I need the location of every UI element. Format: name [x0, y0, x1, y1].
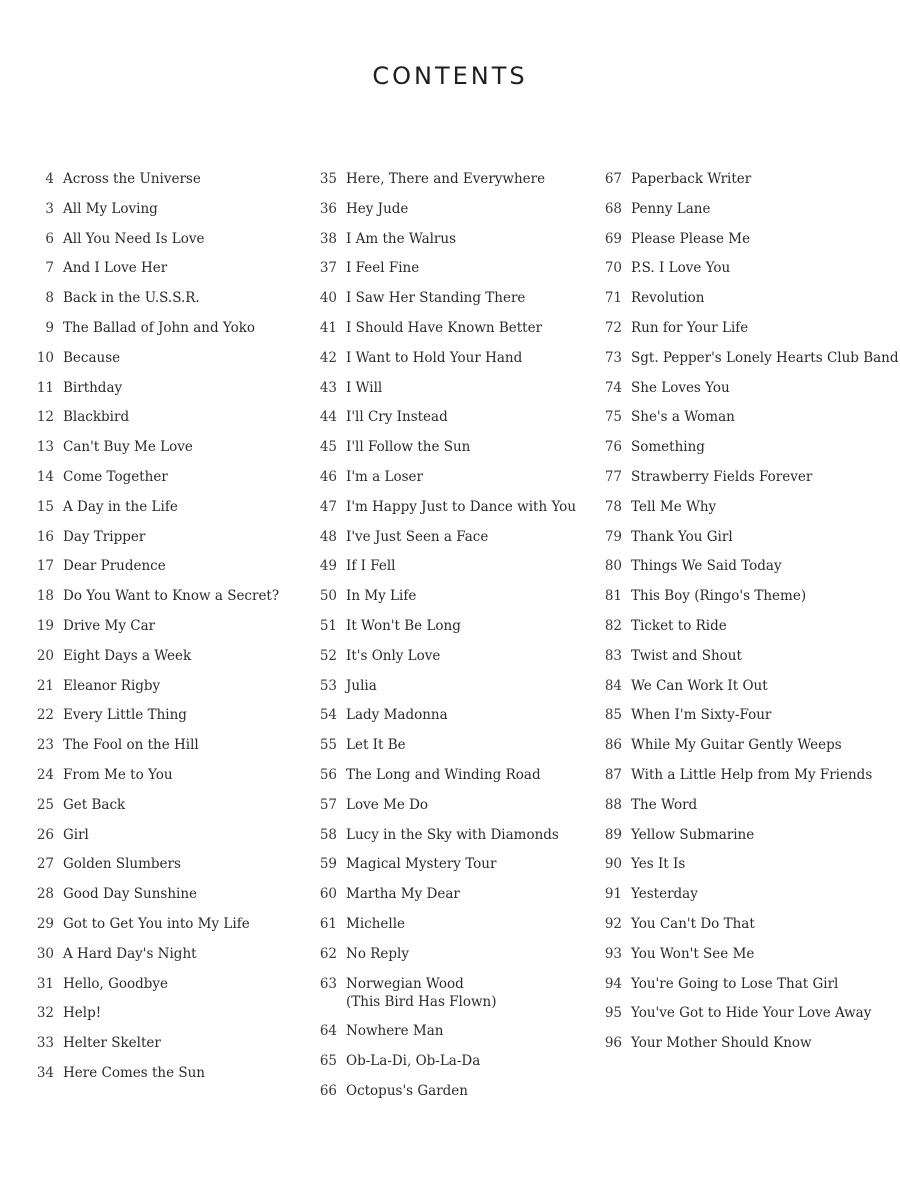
song-title: All You Need Is Love: [63, 230, 205, 247]
page-number: 69: [604, 230, 622, 247]
song-title: Yellow Submarine: [631, 826, 755, 843]
page-number: 19: [36, 617, 54, 634]
toc-entry: [315, 855, 585, 873]
toc-entry: [315, 170, 585, 188]
song-title: Magical Mystery Tour: [346, 856, 497, 873]
toc-entry: [315, 617, 585, 635]
song-title: Good Day Sunshine: [63, 886, 198, 903]
contents-column-2: [315, 170, 585, 1112]
page-number: 10: [36, 349, 54, 366]
toc-entry: [600, 706, 890, 724]
toc-entry: [32, 498, 292, 516]
song-title: It Won't Be Long: [346, 617, 461, 634]
toc-entry: [600, 528, 890, 546]
toc-entry: [600, 915, 890, 933]
toc-entry: [600, 1034, 890, 1052]
toc-entry: [32, 289, 292, 307]
song-title: I've Just Seen a Face: [346, 528, 489, 545]
song-title: Day Tripper: [63, 528, 146, 545]
toc-entry: [32, 677, 292, 695]
page-number: 93: [604, 945, 622, 962]
toc-entry: [315, 259, 585, 277]
song-title: Do You Want to Know a Secret?: [63, 588, 280, 605]
song-title: You're Going to Lose That Girl: [631, 975, 839, 992]
page-number: 87: [604, 766, 622, 783]
song-title: You've Got to Hide Your Love Away: [631, 1005, 872, 1022]
song-title: Sgt. Pepper's Lonely Hearts Club Band: [631, 349, 899, 366]
page-number: 23: [36, 737, 54, 754]
song-title: Girl: [63, 826, 89, 843]
page-number: 75: [604, 409, 622, 426]
page-number: 13: [36, 439, 54, 456]
toc-entry: [315, 379, 585, 397]
song-title: Helter Skelter: [63, 1035, 161, 1052]
toc-entry: [600, 289, 890, 307]
toc-entry: [315, 677, 585, 695]
song-title: While My Guitar Gently Weeps: [631, 737, 842, 754]
song-title: Something: [631, 439, 705, 456]
song-title: Can't Buy Me Love: [63, 439, 193, 456]
song-title: We Can Work It Out: [631, 677, 768, 694]
page-number: 7: [45, 260, 54, 277]
song-title: She's a Woman: [631, 409, 735, 426]
page-number: 89: [604, 826, 622, 843]
page-number: 6: [45, 230, 54, 247]
page-number: 83: [604, 647, 622, 664]
toc-entry: [315, 557, 585, 575]
song-title: The Long and Winding Road: [346, 766, 541, 783]
page-number: 21: [36, 677, 54, 694]
toc-entry: [315, 885, 585, 903]
page-number: 85: [604, 707, 622, 724]
page-number: 88: [604, 796, 622, 813]
toc-entry: [315, 587, 585, 605]
song-title: This Boy (Ringo's Theme): [631, 588, 807, 605]
page-number: 12: [36, 409, 54, 426]
toc-entry: [600, 855, 890, 873]
song-title: Get Back: [63, 796, 126, 813]
contents-column-1: [32, 170, 292, 1094]
song-title: Martha My Dear: [346, 886, 460, 903]
page-number: 14: [36, 468, 54, 485]
song-title: You Won't See Me: [631, 945, 755, 962]
song-title: Blackbird: [63, 409, 130, 426]
toc-entry: [32, 647, 292, 665]
song-title: I'm Happy Just to Dance with You: [346, 498, 577, 515]
page-number: 91: [604, 886, 622, 903]
song-title: Penny Lane: [631, 200, 711, 217]
toc-entry: [315, 498, 585, 516]
song-title: Drive My Car: [63, 617, 156, 634]
song-title: All My Loving: [63, 200, 158, 217]
page-number: 94: [604, 975, 622, 992]
toc-entry: [600, 677, 890, 695]
page-number: 64: [319, 1023, 337, 1040]
page-number: 34: [36, 1064, 54, 1081]
song-title: I Am the Walrus: [346, 230, 457, 247]
song-title: Come Together: [63, 468, 168, 485]
song-title: Dear Prudence: [63, 558, 166, 575]
song-title: Please Please Me: [631, 230, 751, 247]
song-title: I'll Cry Instead: [346, 409, 448, 426]
page-number: 61: [319, 915, 337, 932]
page-number: 24: [36, 766, 54, 783]
page-number: 66: [319, 1082, 337, 1099]
page-number: 30: [36, 945, 54, 962]
page-number: 67: [604, 171, 622, 187]
page-title: CONTENTS: [372, 62, 528, 90]
toc-entry: [600, 319, 890, 337]
page-number: 38: [319, 230, 337, 247]
song-title: Let It Be: [346, 737, 406, 754]
toc-entry: [315, 647, 585, 665]
song-title: Revolution: [631, 290, 705, 307]
page-number: 65: [319, 1053, 337, 1070]
page-number: 11: [36, 379, 54, 396]
page-number: 73: [604, 349, 622, 366]
page-number: 84: [604, 677, 622, 694]
page-number: 54: [319, 707, 337, 724]
toc-entry: [600, 766, 890, 784]
toc-entry: [32, 915, 292, 933]
song-title: Eight Days a Week: [63, 647, 192, 664]
song-title: Across the Universe: [63, 171, 201, 187]
song-title: Tell Me Why: [631, 498, 717, 515]
song-title: Back in the U.S.S.R.: [63, 290, 200, 307]
song-title: I Want to Hold Your Hand: [346, 349, 523, 366]
page-number: 86: [604, 737, 622, 754]
toc-entry: [315, 915, 585, 933]
page-number: 55: [319, 737, 337, 754]
song-title: Love Me Do: [346, 796, 429, 813]
toc-entry: [600, 170, 890, 188]
page-number: 3: [45, 200, 54, 217]
contents-column-3: [600, 170, 899, 1064]
page-number: 25: [36, 796, 54, 813]
song-title: Your Mother Should Know: [631, 1035, 812, 1052]
toc-entry: [600, 468, 890, 486]
toc-entry: [32, 200, 292, 218]
toc-entry: [32, 170, 292, 188]
song-title: I Will: [346, 379, 383, 396]
song-title: And I Love Her: [63, 260, 168, 277]
toc-entry: [32, 528, 292, 546]
toc-entry: [32, 855, 292, 873]
toc-entry: [32, 408, 292, 426]
song-title: Things We Said Today: [631, 558, 782, 575]
song-title: Hello, Goodbye: [63, 975, 169, 992]
page-number: 62: [319, 945, 337, 962]
toc-entry: [32, 736, 292, 754]
toc-entry: [600, 975, 890, 993]
page-number: 43: [319, 379, 337, 396]
toc-entry: [315, 230, 585, 248]
song-title: Hey Jude: [346, 200, 409, 217]
toc-entry: [315, 1082, 585, 1100]
song-title: Ticket to Ride: [631, 617, 727, 634]
page-number: 47: [319, 498, 337, 515]
page-number: 15: [36, 498, 54, 515]
song-title: No Reply: [346, 945, 409, 962]
song-title: A Hard Day's Night: [63, 945, 197, 962]
page-number: 20: [36, 647, 54, 664]
toc-entry: [32, 319, 292, 337]
page-number: 52: [319, 647, 337, 664]
page-number: 41: [319, 319, 337, 336]
song-title: Michelle: [346, 915, 406, 932]
page-number: 46: [319, 468, 337, 485]
toc-entry: [600, 796, 890, 814]
toc-entry: [600, 736, 890, 754]
song-title: I Feel Fine: [346, 260, 420, 277]
page-number: 79: [604, 528, 622, 545]
page-number: 92: [604, 915, 622, 932]
toc-entry: [32, 379, 292, 397]
song-title: With a Little Help from My Friends: [631, 766, 873, 783]
page-number: 8: [45, 290, 54, 307]
page-number: 96: [604, 1035, 622, 1052]
song-title: The Ballad of John and Yoko: [63, 319, 256, 336]
toc-entry: [315, 796, 585, 814]
page-number: 56: [319, 766, 337, 783]
song-title: Norwegian Wood (This Bird Has Flown): [346, 975, 497, 1010]
song-title: In My Life: [346, 588, 417, 605]
toc-entry: [315, 766, 585, 784]
page-number: 68: [604, 200, 622, 217]
song-title: Octopus's Garden: [346, 1082, 468, 1099]
page-number: 17: [36, 558, 54, 575]
song-title: Thank You Girl: [631, 528, 733, 545]
toc-entry: [32, 617, 292, 635]
toc-entry: [32, 259, 292, 277]
page-number: 16: [36, 528, 54, 545]
page-number: 45: [319, 439, 337, 456]
page-number: 81: [604, 588, 622, 605]
page-number: 53: [319, 677, 337, 694]
page-number: 82: [604, 617, 622, 634]
song-title: Yesterday: [631, 886, 698, 903]
song-title: I Should Have Known Better: [346, 319, 543, 336]
page-number: 71: [604, 290, 622, 307]
page-number: 59: [319, 856, 337, 873]
toc-entry: [600, 1004, 890, 1022]
toc-entry: [32, 438, 292, 456]
song-title: She Loves You: [631, 379, 730, 396]
page-number: 27: [36, 856, 54, 873]
toc-entry: [32, 826, 292, 844]
song-title: You Can't Do That: [631, 915, 755, 932]
song-title: I'm a Loser: [346, 468, 423, 485]
song-title: Got to Get You into My Life: [63, 915, 250, 932]
page-number: 78: [604, 498, 622, 515]
page-number: 31: [36, 975, 54, 992]
page-number: 18: [36, 588, 54, 605]
toc-entry: [32, 587, 292, 605]
page-number: 72: [604, 319, 622, 336]
toc-entry: [600, 408, 890, 426]
song-title: I'll Follow the Sun: [346, 439, 471, 456]
toc-entry: [32, 766, 292, 784]
song-title: Julia: [346, 677, 377, 694]
page-number: 77: [604, 468, 622, 485]
toc-entry: [32, 1004, 292, 1022]
toc-entry: [32, 1064, 292, 1082]
page-number: 29: [36, 915, 54, 932]
toc-entry: [600, 230, 890, 248]
page-number: 70: [604, 260, 622, 277]
toc-entry: [32, 945, 292, 963]
page-number: 42: [319, 349, 337, 366]
toc-entry: [600, 617, 890, 635]
song-title: It's Only Love: [346, 647, 441, 664]
toc-entry: [600, 200, 890, 218]
song-title: If I Fell: [346, 558, 396, 575]
page-number: 26: [36, 826, 54, 843]
toc-entry: [32, 557, 292, 575]
song-title: Because: [63, 349, 121, 366]
page-number: 4: [45, 171, 54, 187]
song-title: I Saw Her Standing There: [346, 290, 526, 307]
page-number: 36: [319, 200, 337, 217]
page-number: 33: [36, 1035, 54, 1052]
page-number: 80: [604, 558, 622, 575]
toc-entry: [600, 826, 890, 844]
page-number: 40: [319, 290, 337, 307]
toc-entry: [600, 557, 890, 575]
toc-entry: [32, 975, 292, 993]
song-title: Strawberry Fields Forever: [631, 468, 813, 485]
toc-entry: [315, 349, 585, 367]
page-number: 76: [604, 439, 622, 456]
page-number: 49: [319, 558, 337, 575]
toc-entry: [600, 259, 890, 277]
page-number: 48: [319, 528, 337, 545]
song-title: Run for Your Life: [631, 319, 749, 336]
toc-entry: [600, 647, 890, 665]
song-title: Nowhere Man: [346, 1023, 444, 1040]
song-title: Lucy in the Sky with Diamonds: [346, 826, 559, 843]
toc-entry: [32, 349, 292, 367]
toc-entry: [315, 975, 585, 1011]
page-number: 90: [604, 856, 622, 873]
toc-entry: [315, 826, 585, 844]
page-number: 74: [604, 379, 622, 396]
toc-entry: [32, 230, 292, 248]
page-number: 32: [36, 1005, 54, 1022]
toc-entry: [600, 587, 890, 605]
song-title: Twist and Shout: [631, 647, 742, 664]
page-number: 9: [45, 319, 54, 336]
song-title: Golden Slumbers: [63, 856, 181, 873]
song-title: From Me to You: [63, 766, 173, 783]
song-title: Every Little Thing: [63, 707, 187, 724]
toc-entry: [32, 706, 292, 724]
page-number: 57: [319, 796, 337, 813]
song-title: Yes It Is: [631, 856, 686, 873]
page-number: 95: [604, 1005, 622, 1022]
page-number: 51: [319, 617, 337, 634]
toc-entry: [315, 1022, 585, 1040]
song-title: The Word: [631, 796, 698, 813]
toc-entry: [600, 379, 890, 397]
toc-entry: [315, 528, 585, 546]
toc-entry: [315, 289, 585, 307]
toc-entry: [32, 468, 292, 486]
song-title: P.S. I Love You: [631, 260, 731, 277]
toc-entry: [32, 796, 292, 814]
song-title: Eleanor Rigby: [63, 677, 161, 694]
page-number: 37: [319, 260, 337, 277]
toc-entry: [315, 438, 585, 456]
song-title: A Day in the Life: [63, 498, 178, 515]
toc-entry: [315, 706, 585, 724]
page-number: 63: [319, 975, 337, 992]
toc-entry: [600, 885, 890, 903]
toc-entry: [600, 438, 890, 456]
song-title: The Fool on the Hill: [63, 737, 199, 754]
page-number: 50: [319, 588, 337, 605]
song-title: Ob-La-Di, Ob-La-Da: [346, 1053, 481, 1070]
page-number: 35: [319, 171, 337, 187]
page-number: 22: [36, 707, 54, 724]
toc-entry: [315, 319, 585, 337]
toc-entry: [315, 200, 585, 218]
song-title: Here, There and Everywhere: [346, 171, 546, 187]
toc-entry: [600, 945, 890, 963]
page-number: 28: [36, 886, 54, 903]
song-title: Here Comes the Sun: [63, 1064, 206, 1081]
toc-entry: [315, 945, 585, 963]
page-number: 60: [319, 886, 337, 903]
song-title: Lady Madonna: [346, 707, 448, 724]
page-number: 44: [319, 409, 337, 426]
toc-entry: [600, 349, 899, 367]
toc-entry: [600, 498, 890, 516]
toc-entry: [315, 408, 585, 426]
song-title: Birthday: [63, 379, 123, 396]
song-title: Help!: [63, 1005, 102, 1022]
toc-entry: [315, 736, 585, 754]
song-title: Paperback Writer: [631, 171, 752, 187]
song-title: When I'm Sixty-Four: [631, 707, 772, 724]
toc-entry: [315, 468, 585, 486]
toc-entry: [315, 1052, 585, 1070]
page-number: 58: [319, 826, 337, 843]
toc-entry: [32, 885, 292, 903]
toc-entry: [32, 1034, 292, 1052]
